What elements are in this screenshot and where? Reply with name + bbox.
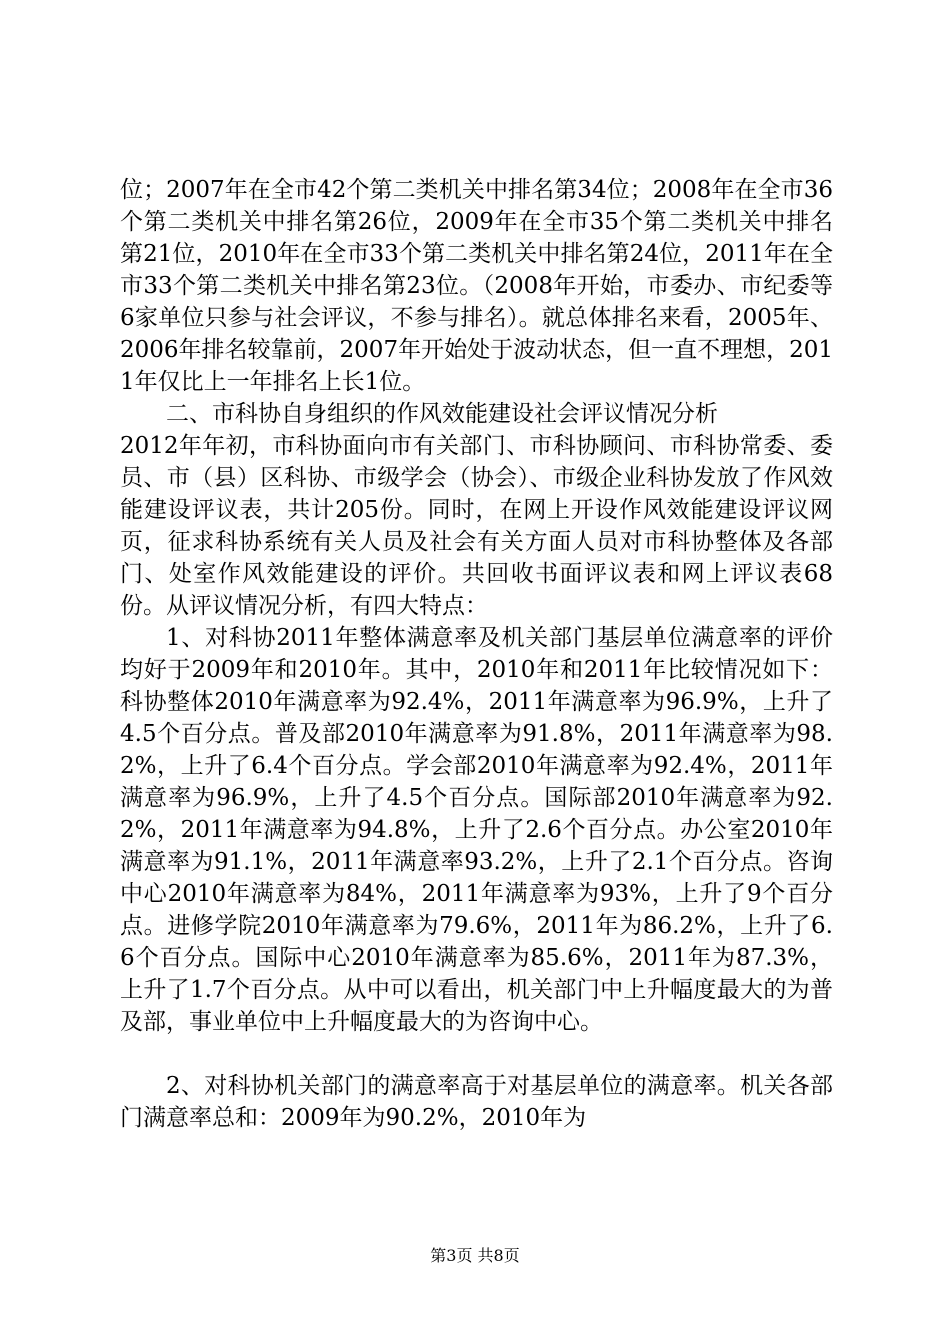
paragraph-evaluation-overview: 2012年年初，市科协面向市有关部门、市科协顾问、市科协常委、委员、市（县）区科协、市级学会（协会）、市级企业科协发放了作风效能建设评议表，共计205份。同时，在网上开设作风效能建设评议网页，征求科协系统有关人员及社会有关方面人员对市科协整体及各部门、处室作风效能建设的评价。共回收书面评议表和网上评议表68份。从评议情况分析，有四大特点： [120, 433, 833, 619]
paragraph-ranking-history: 位；2007年在全市42个第二类机关中排名第34位；2008年在全市36个第二类机关中排名第26位，2009年在全市35个第二类机关中排名第21位，2010年在全市33个第二类机关中排名第24位，2011年在全市33个第二类机关中排名第23位。（2008年开始，市委办、市纪委等6家单位只参与社会评议，不参与排名）。就总体排名来看，2005年、2006年排名较靠前，2007年开始处于波动状态，但一直不理想，2011年仅比上一年排名上长1位。 [120, 177, 833, 395]
section-heading-social-evaluation: 二、市科协自身组织的作风效能建设社会评议情况分析 [166, 401, 718, 427]
paragraph-feature-2: 2、对科协机关部门的满意率高于对基层单位的满意率。机关各部门满意率总和：2009年为90.2%，2010年为 [120, 1073, 833, 1131]
page-footer: 第3页 共8页 [430, 1246, 520, 1265]
document-body [120, 174, 833, 1134]
paragraph-feature-1: 1、对科协2011年整体满意率及机关部门基层单位满意率的评价均好于2009年和2010年。其中，2010年和2011年比较情况如下：科协整体2010年满意率为92.4%，2011年满意率为96.9%，上升了4.5个百分点。普及部2010年满意率为91.8%，2011年满意率为98.2%，上升了6.4个百分点。学会部2010年满意率为92.4%，2011年满意率为96.9%，上升了4.5个百分点。国际部2010年满意率为92.2%，2011年满意率为94.8%，上升了2.6个百分点。办公室2010年满意率为91.1%，2011年满意率93.2%，上升了2.1个百分点。咨询中心2010年满意率为84%，2011年满意率为93%，上升了9个百分点。进修学院2010年满意率为79.6%，2011年为86.2%，上升了6.6个百分点。国际中心2010年满意率为85.6%，2011年为87.3%，上升了1.7个百分点。从中可以看出，机关部门中上升幅度最大的为普及部，事业单位中上升幅度最大的为咨询中心。 [120, 625, 833, 1035]
